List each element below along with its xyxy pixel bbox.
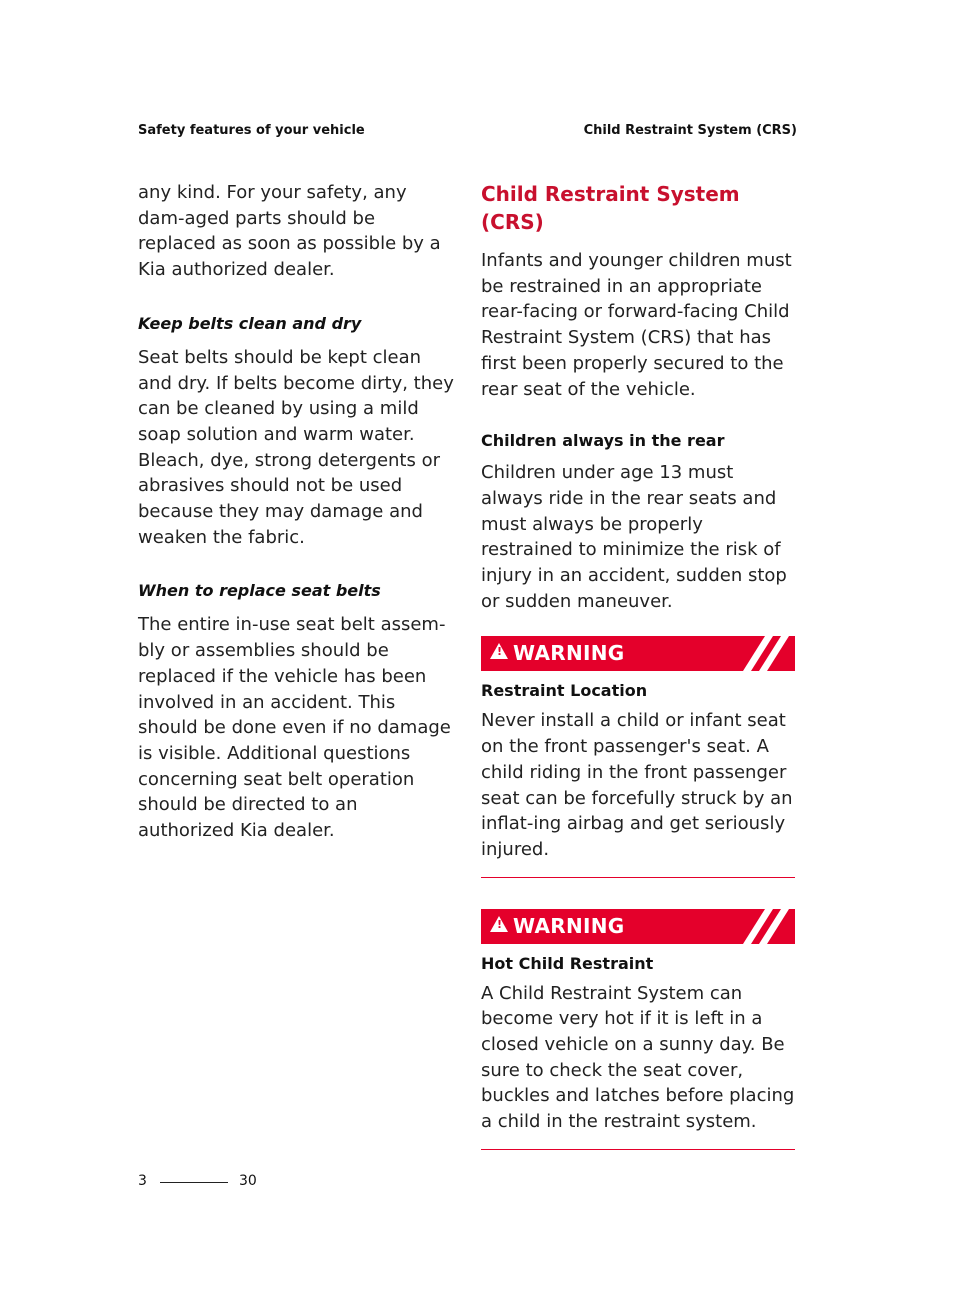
header-topic-title: Child Restraint System (CRS) — [583, 123, 797, 138]
warning-label: WARNING — [513, 641, 625, 666]
warning-title: Hot Child Restraint — [481, 953, 654, 973]
warning-body: Never install a child or infant seat on the front passenger's seat. A child riding in the front passenger seat can be forcefully struck by an inflat-ing airbag and get seriously injured. — [481, 710, 793, 860]
warning-banner — [481, 909, 795, 944]
warning-triangle-icon: ! — [490, 643, 508, 659]
keep-belts-clean-paragraph: Seat belts should be kept clean and dry. If belts become dirty, they can be cleaned by using a mild soap solution and warm water. Bleach, dye, strong detergents or abrasives should not be used because they may damage and weaken the fabric. — [138, 346, 454, 548]
crs-intro-paragraph: Infants and younger children must be restrained in an appropriate rear-facing or forward-facing Child Restraint System (CRS) that has first been properly secured to the rear seat of the vehicle. — [481, 250, 792, 400]
chapter-number: 3 — [138, 1173, 147, 1189]
left-intro-paragraph: any kind. For your safety, any dam-aged parts should be replaced as soon as possible by a Kia authorized dealer. — [138, 182, 441, 281]
warning-slashes-decoration — [735, 636, 795, 671]
warning-triangle-icon: ! — [490, 916, 508, 932]
warning-banner — [481, 636, 795, 671]
keep-belts-clean-heading: Keep belts clean and dry — [138, 313, 362, 333]
warning-slashes-decoration — [735, 909, 795, 944]
children-rear-paragraph: Children under age 13 must always ride in the rear seats and must always be properly restrained to minimize the risk of injury in an accident, sudden stop or sudden maneuver. — [481, 462, 787, 612]
children-rear-heading: Children always in the rear — [481, 431, 725, 451]
crs-section-title: Child Restraint System (CRS) — [481, 182, 740, 234]
replace-seat-belts-heading: When to replace seat belts — [138, 581, 381, 601]
right-column — [481, 180, 799, 1150]
replace-seat-belts-paragraph: The entire in-use seat belt assem-bly or assemblies should be replaced if the vehicle has been involved in an accident. This should be done even if no damage is visible. Additional questions concerning seat belt operation should be directed to an authorized Kia dealer. — [138, 614, 451, 842]
left-column — [138, 180, 456, 844]
warning-title: Restraint Location — [481, 681, 648, 701]
warning-label: WARNING — [513, 913, 625, 938]
page-number: 30 — [239, 1173, 257, 1189]
footer-rule — [160, 1182, 228, 1183]
warning-end-rule — [481, 1149, 795, 1150]
header-section-title: Safety features of your vehicle — [138, 123, 365, 138]
warning-body: A Child Restraint System can become very hot if it is left in a closed vehicle on a sunny day. Be sure to check the seat cover, buckles and latches before placing a child in the restraint system. — [481, 982, 795, 1133]
